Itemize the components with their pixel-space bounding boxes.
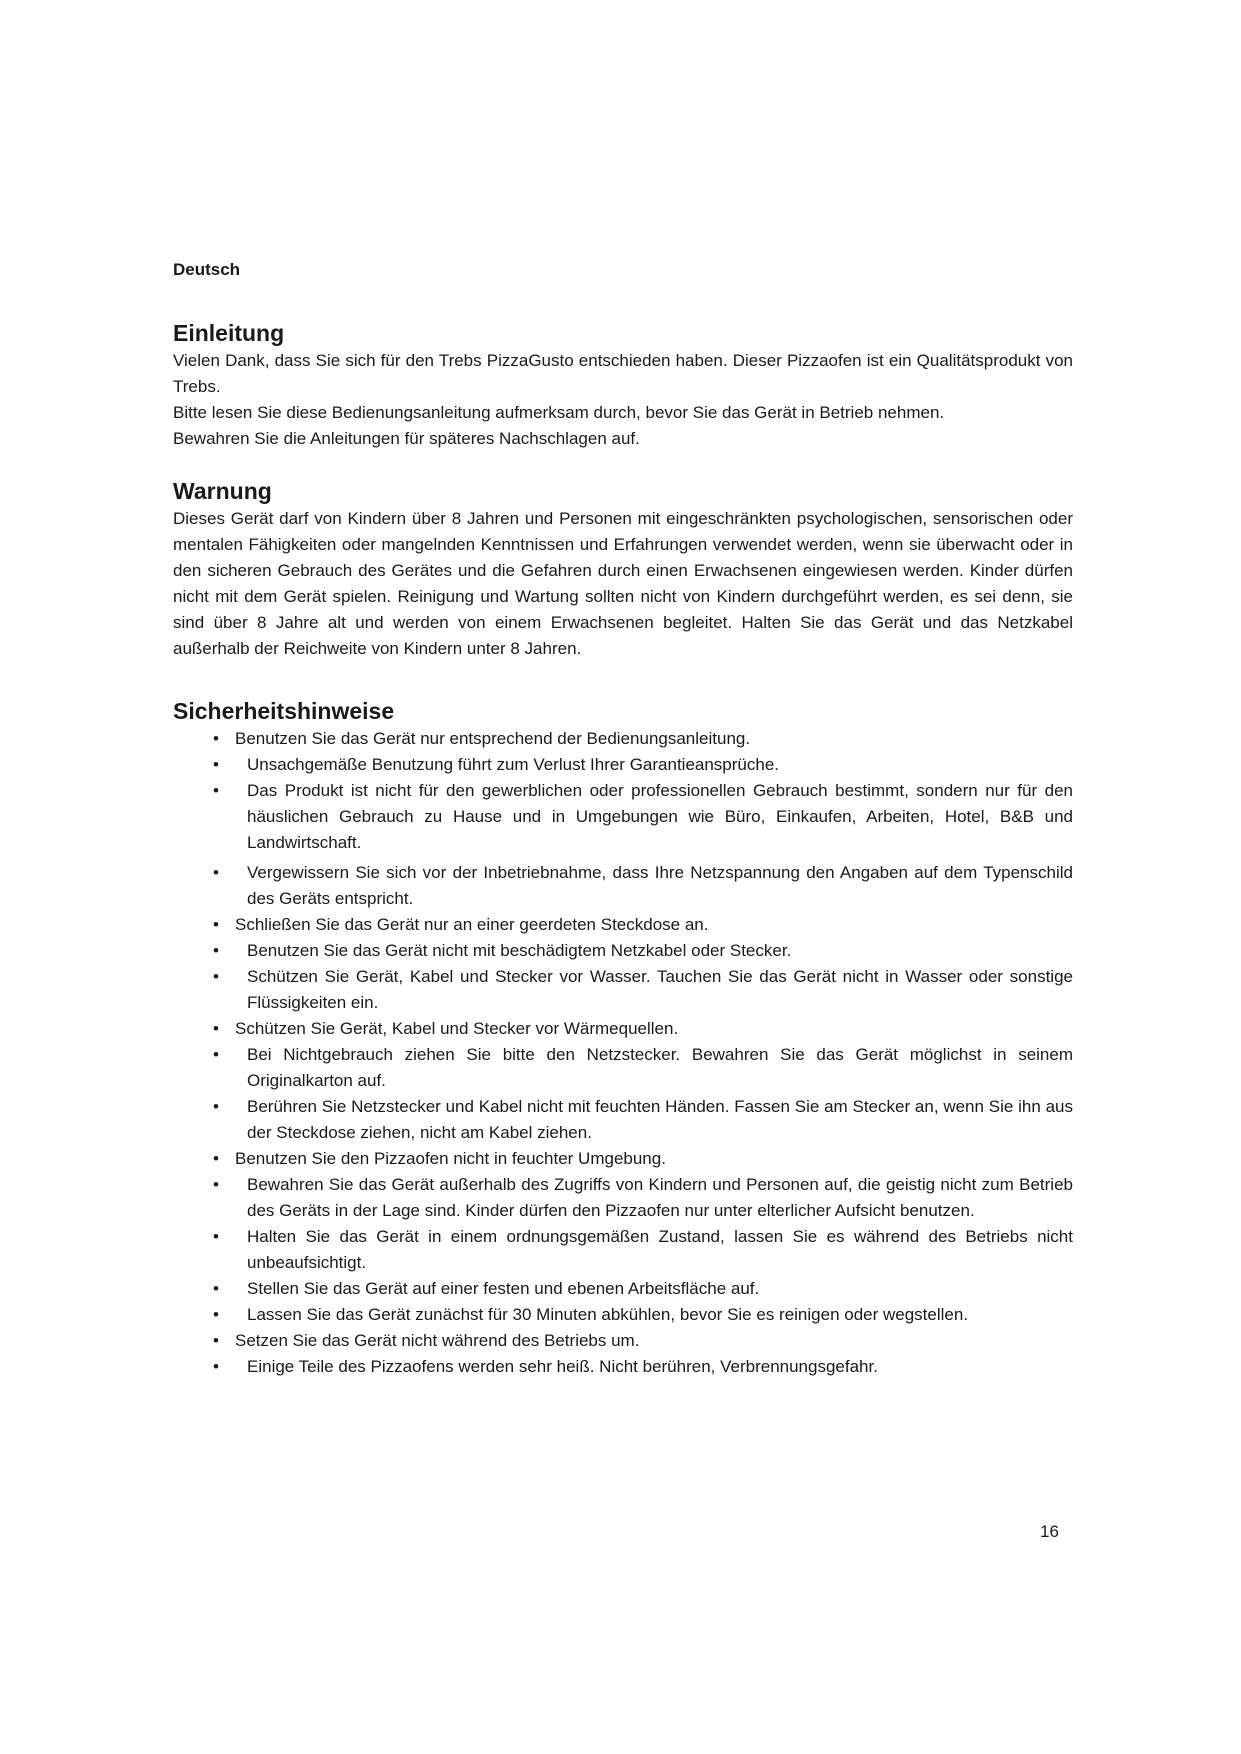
language-label: Deutsch [173, 260, 241, 279]
list-item-text: Berühren Sie Netzstecker und Kabel nicht mit feuchten Händen. Fassen Sie am Stecker an, wenn Sie ihn aus der Steckdose ziehen, nicht am Kabel ziehen. [247, 1097, 1073, 1142]
list-item [173, 1354, 1073, 1380]
list-item-text: Schützen Sie Gerät, Kabel und Stecker vor Wärmequellen. [235, 1019, 679, 1038]
heading-sicherheitshinweise: Sicherheitshinweise [173, 698, 395, 724]
list-item-text: Bei Nichtgebrauch ziehen Sie bitte den Netzstecker. Bewahren Sie das Gerät möglichst in seinem Originalkarton auf. [247, 1045, 1073, 1090]
document-page [173, 258, 1073, 1380]
list-item-text: Schützen Sie Gerät, Kabel und Stecker vor Wasser. Tauchen Sie das Gerät nicht in Wasser oder sonstige Flüssigkeiten ein. [247, 967, 1073, 1012]
bullet-icon: • [213, 915, 219, 934]
list-item [173, 964, 1073, 1016]
list-item-text: Benutzen Sie das Gerät nur entsprechend der Bedienungsanleitung. [235, 729, 751, 748]
bullet-icon: • [213, 781, 219, 800]
bullet-icon: • [213, 941, 219, 960]
bullet-icon: • [213, 1227, 219, 1246]
list-item-text: Setzen Sie das Gerät nicht während des Betriebs um. [235, 1331, 640, 1350]
list-item [173, 1094, 1073, 1146]
bullet-icon: • [213, 1357, 219, 1376]
list-item [173, 1224, 1073, 1276]
page-number: 16 [1040, 1522, 1059, 1541]
list-item-text: Unsachgemäße Benutzung führt zum Verlust Ihrer Garantieansprüche. [247, 755, 780, 774]
list-item [173, 1016, 1073, 1042]
safety-list [173, 726, 1073, 1380]
list-item-text: Das Produkt ist nicht für den gewerblichen oder professionellen Gebrauch bestimmt, sondern nur für den häuslichen Gebrauch zu Hause und in Umgebungen wie Büro, Einkaufen, Arbeiten, Hotel, B&B und Landwirtschaft. [247, 781, 1073, 852]
heading-warnung: Warnung [173, 478, 272, 504]
einleitung-paragraph-3: Bewahren Sie die Anleitungen für späteres Nachschlagen auf. [173, 429, 640, 448]
list-item-text: Benutzen Sie den Pizzaofen nicht in feuchter Umgebung. [235, 1149, 666, 1168]
warnung-paragraph: Dieses Gerät darf von Kindern über 8 Jahren und Personen mit eingeschränkten psychologischen, sensorischen oder mentalen Fähigkeiten oder mangelnden Kenntnissen und Erfahrungen verwendet werden, wenn sie überwacht oder in den sicheren Gebrauch des Gerätes und die Gefahren durch einen Erwachsenen eingewiesen werden. Kinder dürfen nicht mit dem Gerät spielen. Reinigung und Wartung sollten nicht von Kindern durchgeführt werden, es sei denn, sie sind über 8 Jahre alt und werden von einem Erwachsenen begleitet. Halten Sie das Gerät und das Netzkabel außerhalb der Reichweite von Kindern unter 8 Jahren. [173, 509, 1073, 658]
list-item [173, 1302, 1073, 1328]
list-item-text: Einige Teile des Pizzaofens werden sehr heiß. Nicht berühren, Verbrennungsgefahr. [247, 1357, 878, 1376]
list-item [173, 778, 1073, 856]
bullet-icon: • [213, 863, 219, 882]
bullet-icon: • [213, 1175, 219, 1194]
bullet-icon: • [213, 1305, 219, 1324]
bullet-icon: • [213, 1331, 219, 1350]
bullet-icon: • [213, 755, 219, 774]
bullet-icon: • [213, 1149, 219, 1168]
bullet-icon: • [213, 1097, 219, 1116]
list-item-text: Bewahren Sie das Gerät außerhalb des Zugriffs von Kindern und Personen auf, die geistig nicht zum Betrieb des Geräts in der Lage sind. Kinder dürfen den Pizzaofen nur unter elterlicher Aufsicht benutzen. [247, 1175, 1073, 1220]
list-item-text: Halten Sie das Gerät in einem ordnungsgemäßen Zustand, lassen Sie es während des Betriebs nicht unbeaufsichtigt. [247, 1227, 1073, 1272]
einleitung-paragraph-1: Vielen Dank, dass Sie sich für den Trebs PizzaGusto entschieden haben. Dieser Pizzaofen ist ein Qualitätsprodukt von Trebs. [173, 351, 1073, 396]
list-item [173, 1276, 1073, 1302]
list-item-text: Stellen Sie das Gerät auf einer festen und ebenen Arbeitsfläche auf. [247, 1279, 760, 1298]
bullet-icon: • [213, 1019, 219, 1038]
list-item [173, 1042, 1073, 1094]
list-item [173, 1328, 1073, 1354]
bullet-icon: • [213, 1279, 219, 1298]
list-item-text: Vergewissern Sie sich vor der Inbetriebnahme, dass Ihre Netzspannung den Angaben auf dem Typenschild des Geräts entspricht. [247, 863, 1073, 908]
heading-einleitung: Einleitung [173, 320, 285, 346]
list-item [173, 860, 1073, 912]
list-item-text: Schließen Sie das Gerät nur an einer geerdeten Steckdose an. [235, 915, 709, 934]
list-item [173, 1146, 1073, 1172]
list-item [173, 752, 1073, 778]
list-item [173, 912, 1073, 938]
section-einleitung [173, 318, 1073, 452]
bullet-icon: • [213, 729, 219, 748]
list-item-text: Lassen Sie das Gerät zunächst für 30 Minuten abkühlen, bevor Sie es reinigen oder wegstellen. [247, 1305, 969, 1324]
list-item [173, 726, 1073, 752]
bullet-icon: • [213, 1045, 219, 1064]
section-sicherheitshinweise [173, 696, 1073, 1380]
list-item [173, 1172, 1073, 1224]
einleitung-paragraph-2: Bitte lesen Sie diese Bedienungsanleitung aufmerksam durch, bevor Sie das Gerät in Betrieb nehmen. [173, 403, 945, 422]
list-item [173, 938, 1073, 964]
section-warnung [173, 476, 1073, 662]
list-item-text: Benutzen Sie das Gerät nicht mit beschädigtem Netzkabel oder Stecker. [247, 941, 792, 960]
bullet-icon: • [213, 967, 219, 986]
